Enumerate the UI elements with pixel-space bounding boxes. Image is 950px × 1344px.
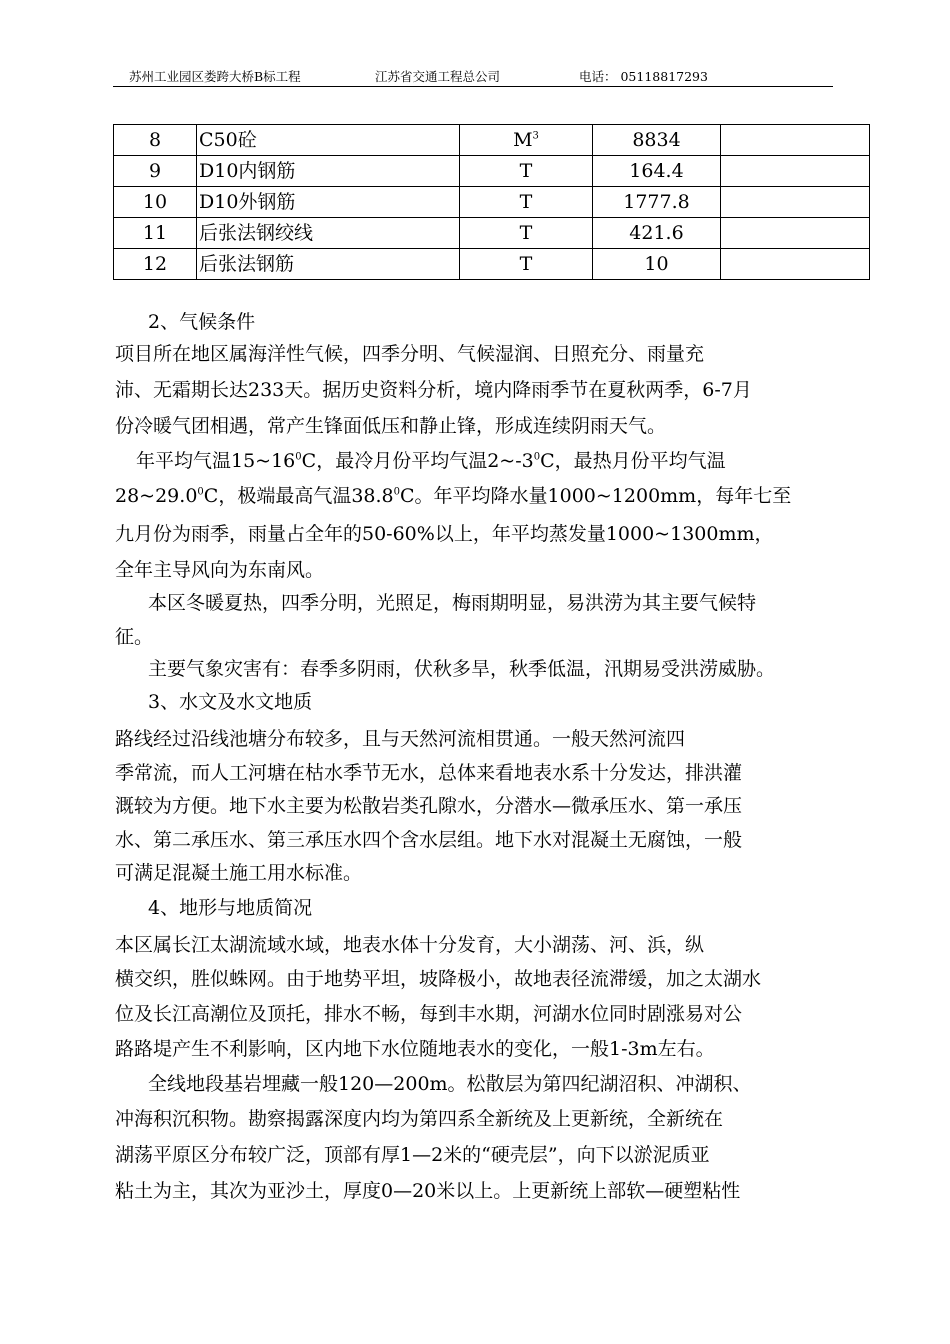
row-number: 11 (114, 218, 197, 249)
item-unit (460, 218, 593, 249)
row-number: 8 (114, 125, 197, 156)
item-amount: 164.4 (593, 156, 721, 187)
degree-mark: 0 (533, 451, 541, 463)
unit-text: T (519, 159, 533, 182)
item-remark (721, 156, 870, 187)
section-3-heading: 3、水文及水文地质 (148, 691, 313, 713)
section-4-heading: 4、地形与地质简况 (148, 897, 313, 919)
degree-mark: 0 (393, 486, 400, 498)
item-amount: 8834 (593, 125, 721, 156)
row-number: 9 (114, 156, 197, 187)
climate-para-2-line-3: 九月份为雨季，雨量占全年的50-60%以上，年平均蒸发量1000~1300mm， (115, 523, 774, 545)
section-2-heading: 2、气候条件 (148, 311, 256, 333)
item-remark (721, 125, 870, 156)
climate-para-1-line-2: 沛、无霜期长达233天。据历史资料分析，境内降雨季节在夏秋两季，6-7月 (115, 379, 752, 401)
page-header (113, 64, 833, 87)
table-row (114, 156, 870, 187)
climate-para-2-line-2 (115, 487, 835, 506)
terrain-para-2-line-1: 全线地段基岩埋藏一般120—200m。松散层为第四纪湖沼积、冲湖积、 (148, 1073, 752, 1095)
hydro-para-line-5: 可满足混凝土施工用水标准。 (115, 862, 363, 884)
table-row (114, 249, 870, 280)
table-row (114, 125, 870, 156)
item-unit (460, 249, 593, 280)
quantity-table (113, 124, 870, 280)
temp-text-2b: C，极端最高气温38.8 (203, 485, 394, 507)
degree-mark: 0 (295, 451, 302, 463)
item-remark (721, 249, 870, 280)
climate-para-4: 主要气象灾害有：春季多阴雨，伏秋多旱，秋季低温，汛期易受洪涝威胁。 (148, 658, 776, 680)
row-number: 12 (114, 249, 197, 280)
header-company-name: 江苏省交通工程总公司 (375, 69, 501, 84)
climate-para-1-line-1: 项目所在地区属海洋性气候，四季分明、气候湿润、日照充分、雨量充 (115, 343, 705, 365)
header-project-name: 苏州工业园区娄跨大桥B标工程 (129, 69, 301, 84)
item-amount: 1777.8 (593, 187, 721, 218)
item-name: D10内钢筋 (197, 156, 460, 187)
unit-text: T (519, 252, 533, 275)
row-number: 10 (114, 187, 197, 218)
temp-text-1a: 年平均气温15~16 (136, 450, 296, 472)
unit-text: M (513, 128, 533, 151)
item-remark (721, 218, 870, 249)
table-row (114, 218, 870, 249)
terrain-para-2-line-3: 湖荡平原区分布较广泛，顶部有厚1—2米的“硬壳层”，向下以淤泥质亚 (115, 1144, 710, 1166)
hydro-para-line-3: 溉较为方便。地下水主要为松散岩类孔隙水，分潜水—微承压水、第一承压 (115, 795, 743, 817)
unit-text: T (519, 221, 533, 244)
hydro-para-line-4: 水、第二承压水、第三承压水四个含水层组。地下水对混凝土无腐蚀，一般 (115, 829, 743, 851)
terrain-para-1-line-3: 位及长江高潮位及顶托，排水不畅，每到丰水期，河湖水位同时剧涨易对公 (115, 1003, 743, 1025)
unit-text: T (519, 190, 533, 213)
climate-para-3-line-2: 征。 (115, 626, 154, 648)
terrain-para-2-line-4: 粘土为主，其次为亚沙土，厚度0—20米以上。上更新统上部软—硬塑粘性 (115, 1180, 741, 1202)
climate-para-2-line-4: 全年主导风向为东南风。 (115, 559, 325, 581)
terrain-para-1-line-1: 本区属长江太湖流域水域，地表水体十分发育，大小湖荡、河、浜，纵 (115, 934, 705, 956)
temp-text-2c: C。年平均降水量1000~1200mm，每年七至 (400, 485, 792, 507)
item-name: D10外钢筋 (197, 187, 460, 218)
table-row (114, 187, 870, 218)
item-name: 后张法钢绞线 (197, 218, 460, 249)
terrain-para-1-line-4: 路路堤产生不利影响，区内地下水位随地表水的变化，一般1-3m左右。 (115, 1038, 715, 1060)
unit-superscript: 3 (532, 130, 539, 142)
item-unit (460, 156, 593, 187)
temp-text-1b: C，最冷月份平均气温2~-3 (301, 450, 534, 472)
item-amount: 10 (593, 249, 721, 280)
climate-para-2-line-1 (136, 452, 856, 471)
degree-mark: 0 (197, 486, 204, 498)
temp-text-2a: 28~29.0 (115, 485, 198, 507)
quantity-table-body (114, 125, 870, 280)
item-unit (460, 187, 593, 218)
item-name: 后张法钢筋 (197, 249, 460, 280)
header-phone: 电话： 05118817293 (579, 69, 708, 84)
climate-para-1-line-3: 份冷暖气团相遇，常产生锋面低压和静止锋，形成连续阴雨天气。 (115, 415, 667, 437)
terrain-para-1-line-2: 横交织，胜似蛛网。由于地势平坦，坡降极小，故地表径流滞缓，加之太湖水 (115, 968, 762, 990)
hydro-para-line-1: 路线经过沿线池塘分布较多，且与天然河流相贯通。一般天然河流四 (115, 728, 686, 750)
terrain-para-2-line-2: 冲海积沉积物。勘察揭露深度内均为第四系全新统及上更新统，全新统在 (115, 1108, 724, 1130)
item-name: C50砼 (197, 125, 460, 156)
climate-para-3-line-1: 本区冬暖夏热，四季分明，光照足，梅雨期明显，易洪涝为其主要气候特 (148, 592, 757, 614)
hydro-para-line-2: 季常流，而人工河塘在枯水季节无水，总体来看地表水系十分发达，排洪灌 (115, 762, 743, 784)
item-unit (460, 125, 593, 156)
temp-text-1c: C，最热月份平均气温 (540, 450, 726, 472)
item-remark (721, 187, 870, 218)
item-amount: 421.6 (593, 218, 721, 249)
